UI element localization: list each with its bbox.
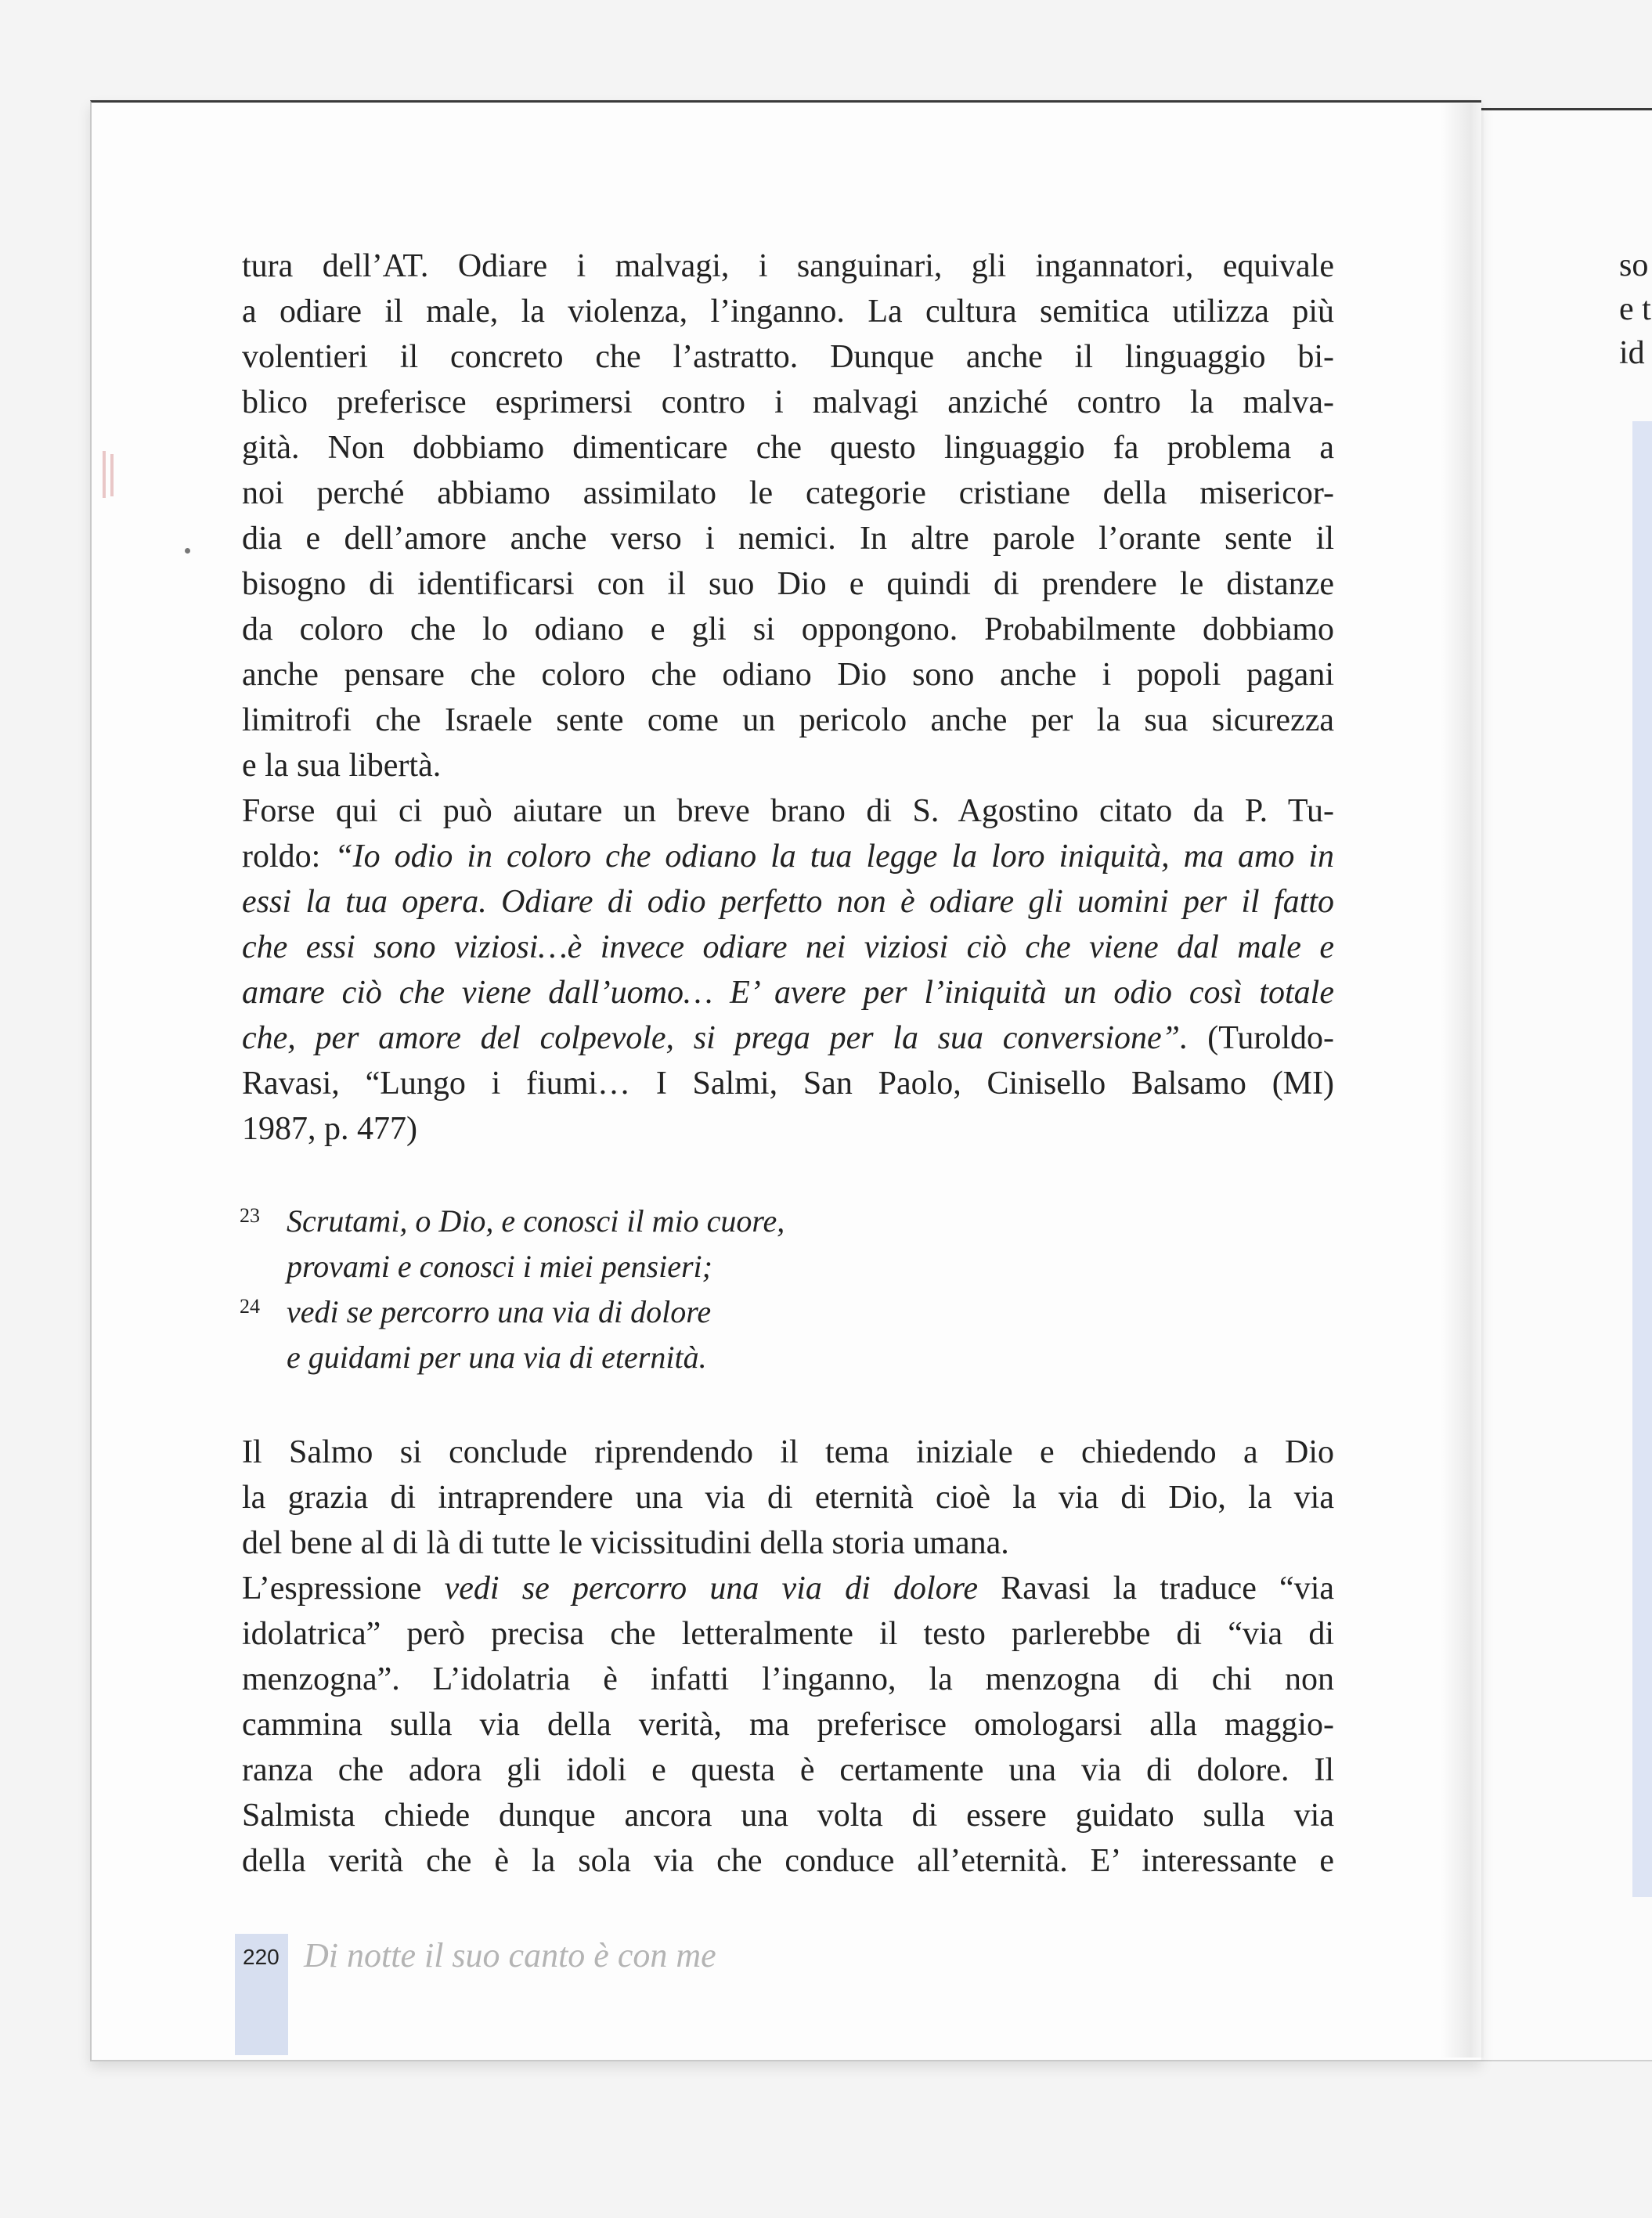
text-line: la grazia di intraprendere una via di eternità cioè la via di Dio, la via	[242, 1480, 1334, 1516]
text-line: Forse qui ci può aiutare un breve brano di S. Agostino citato da P. Tu-	[242, 793, 1334, 829]
text-line: da coloro che lo odiano e gli si oppongono. Probabilmente dobbiamo	[242, 611, 1334, 647]
text-line: tura dell’AT. Odiare i malvagi, i sanguinari, gli ingannatori, equivale	[242, 248, 1334, 284]
quote-span: che, per amore del colpevole, si prega per la sua conversione”.	[242, 1020, 1189, 1056]
verse-number: 23	[240, 1204, 260, 1227]
margin-mark	[110, 454, 114, 496]
margin-mark	[103, 451, 106, 498]
text-line: Il Salmo si conclude riprendendo il tema iniziale e chiedendo a Dio	[242, 1434, 1334, 1470]
text-line: bisogno di identificarsi con il suo Dio e quindi di prendere le distanze	[242, 566, 1334, 602]
facing-page-line: id	[1619, 335, 1645, 371]
text-line: ranza che adora gli idoli e questa è certamente una via di dolore. Il	[242, 1752, 1334, 1788]
text-line: Salmista chiede dunque ancora una volta di essere guidato sulla via	[242, 1798, 1334, 1834]
text-line	[242, 1566, 1334, 1611]
facing-page	[1472, 108, 1652, 2061]
text-line: idolatrica” però precisa che letteralmente il testo parlerebbe di “via di	[242, 1616, 1334, 1652]
text-line: limitrofi che Israele sente come un pericolo anche per la sua sicurezza	[242, 702, 1334, 738]
text-span: roldo:	[242, 839, 335, 875]
text-span: (Turoldo-	[1188, 1020, 1335, 1056]
text-line: della verità che è la sola via che conduce all’eternità. E’ interessante e	[242, 1843, 1334, 1879]
verse-line: provami e conosci i miei pensieri;	[287, 1249, 712, 1284]
text-line: dia e dell’amore anche verso i nemici. In altre parole l’orante sente il	[242, 521, 1334, 557]
margin-dot	[185, 548, 190, 554]
facing-page-blue-box	[1632, 421, 1652, 1897]
verse-number: 24	[240, 1295, 260, 1318]
facing-page-line: e t	[1619, 291, 1651, 327]
text-line: 1987, p. 477)	[242, 1111, 417, 1147]
quote-span: “Io odio in coloro che odiano la tua legge la loro iniquità, ma amo in	[334, 839, 1334, 875]
text-line	[242, 834, 1334, 879]
text-line: anche pensare che coloro che odiano Dio sono anche i popoli pagani	[242, 657, 1334, 693]
text-line: noi perché abbiamo assimilato le categorie cristiane della misericor-	[242, 475, 1334, 511]
text-line: gità. Non dobbiamo dimenticare che questo linguaggio fa problema a	[242, 430, 1334, 466]
verse-line: Scrutami, o Dio, e conosci il mio cuore,	[287, 1203, 785, 1239]
facing-page-line: so	[1619, 247, 1649, 283]
text-line	[242, 1015, 1334, 1061]
verse-line: vedi se percorro una via di dolore	[287, 1294, 712, 1329]
text-span: Ravasi la traduce “via	[978, 1571, 1335, 1607]
text-line: menzogna”. L’idolatria è infatti l’inganno, la menzogna di chi non	[242, 1661, 1334, 1697]
page-number: 220	[243, 1945, 280, 1969]
text-line: volentieri il concreto che l’astratto. Dunque anche il linguaggio bi-	[242, 339, 1334, 375]
text-line: e la sua libertà.	[242, 748, 442, 784]
text-line: Ravasi, “Lungo i fiumi… I Salmi, San Paolo, Cinisello Balsamo (MI)	[242, 1066, 1334, 1102]
quote-line: amare ciò che viene dall’uomo… E’ avere per l’iniquità un odio così totale	[242, 975, 1334, 1011]
quote-line: essi la tua opera. Odiare di odio perfetto non è odiare gli uomini per il fatto	[242, 884, 1334, 920]
text-line: blico preferisce esprimersi contro i malvagi anziché contro la malva-	[242, 384, 1334, 420]
page-gutter	[1441, 103, 1484, 2058]
text-line: del bene al di là di tutte le vicissitudini della storia umana.	[242, 1525, 1009, 1561]
quoted-verse-span: vedi se percorro una via di dolore	[444, 1571, 979, 1607]
quote-line: che essi sono viziosi…è invece odiare nei viziosi ciò che viene dal male e	[242, 929, 1334, 965]
text-line: cammina sulla via della verità, ma preferisce omologarsi alla maggio-	[242, 1707, 1334, 1743]
verse-line: e guidami per una via di eternità.	[287, 1340, 707, 1375]
running-title: Di notte il suo canto è con me	[304, 1936, 716, 1975]
text-line: a odiare il male, la violenza, l’inganno. La cultura semitica utilizza più	[242, 294, 1334, 330]
text-span: L’espressione	[242, 1571, 445, 1607]
